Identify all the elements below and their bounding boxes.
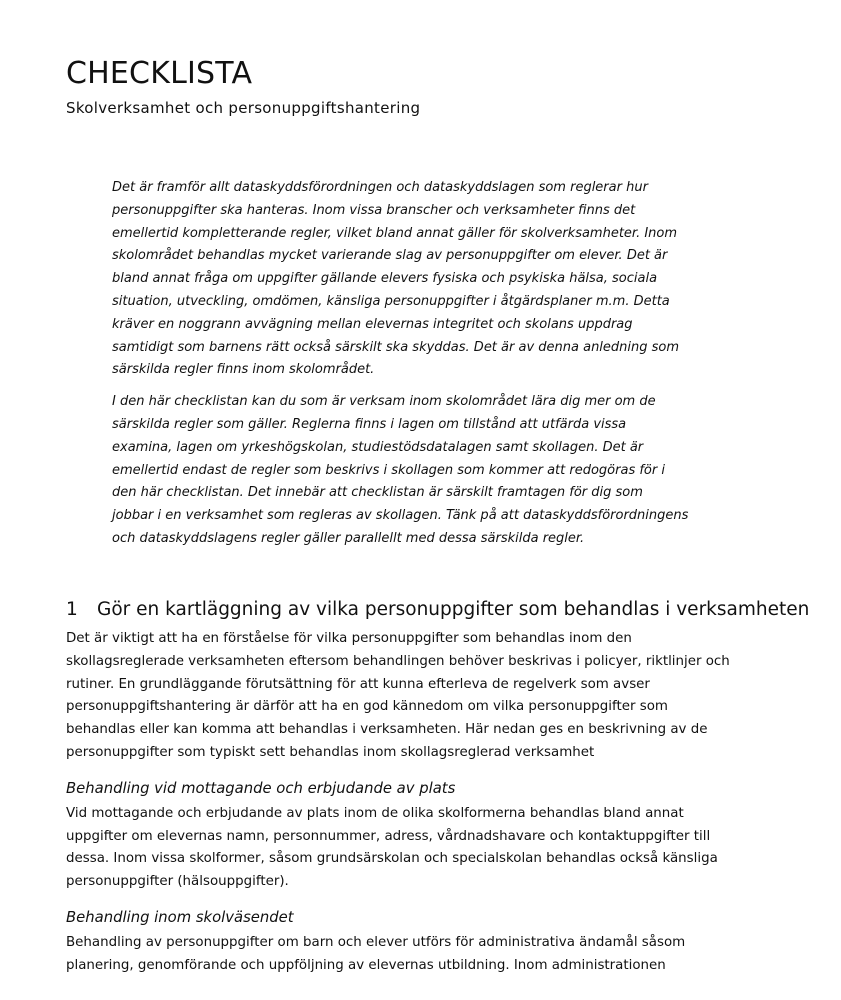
subsection-heading: Behandling inom skolväsendet — [66, 908, 294, 926]
section-1 — [66, 596, 810, 990]
section-body: Det är viktigt att ha en förståelse för vilka personuppgifter som behandlas inom den skollagsreglerade verksamheten eftersom behandlingen behöver beskrivas i policyer, riktlinjer och rutiner. En grundläggande förutsättning för att kunna efterleva de regelverk som avser personuppgiftshantering är därför att ha en god kännedom om vilka personuppgifter som behandlas eller kan komma att behandlas i verksamheten. Här nedan ges en beskrivning av de personuppgifter som typiskt sett behandlas inom skollagsreglerad verksamhet — [66, 631, 730, 760]
subsection-body: Behandling av personuppgifter om barn och elever utförs för administrativa ändamål såsom planering, genomförande och uppföljning av elevernas utbildning. Inom administrationen — [66, 934, 686, 973]
subsection-body: Vid mottagande och erbjudande av plats inom de olika skolformerna behandlas bland annat uppgifter om elevernas namn, personnummer, adress, vårdnadshavare och kontaktuppgifter till dessa. Inom vissa skolformer, såsom grundsärskolan och specialskolan behandlas också känsliga personuppgifter (hälsouppgifter). — [66, 805, 718, 890]
section-heading — [66, 596, 810, 624]
intro-block — [112, 177, 772, 560]
intro-paragraph: Det är framför allt dataskyddsförordningen och dataskyddslagen som reglerar hur personuppgifter ska hanteras. Inom vissa branscher och verksamheter finns det emellertid kompletterande regler, vilket bland annat gäller för skolverksamheter. Inom skolområdet behandlas mycket varierande slag av personuppgifter om elever. Det är bland annat fråga om uppgifter gällande elevers fysiska och psykiska hälsa, sociala situation, utveckling, omdömen, känsliga personuppgifter i åtgärdsplaner m.m. Detta kräver en noggrann avvägning mellan elevernas integritet och skolans uppdrag samtidigt som barnens rätt också särskilt ska skyddas. Det är av denna anledning som särskilda regler finns inom skolområdet. — [112, 180, 680, 378]
section-number: 1 — [66, 599, 78, 620]
subsection-heading: Behandling vid mottagande och erbjudande av plats — [66, 779, 456, 797]
document-title: CHECKLISTA — [66, 56, 253, 91]
intro-paragraph: I den här checklistan kan du som är verksam inom skolområdet lära dig mer om de särskilda regler som gäller. Reglerna finns i lagen om tillstånd att utfärda vissa examina, lagen om yrkeshögskolan, studiestödsdatalagen samt skollagen. Det är emellertid endast de regler som beskrivs i skollagen som kommer att redogöras för i den här checklistan. Det innebär att checklistan är särskilt framtagen för dig som jobbar i en verksamhet som regleras av skollagen. Tänk på att dataskyddsförordningens och dataskyddslagens regler gäller parallellt med dessa särskilda regler. — [112, 394, 689, 546]
document-subtitle: Skolverksamhet och personuppgiftshantering — [66, 99, 421, 117]
section-heading-text: Gör en kartläggning av vilka personuppgifter som behandlas i verksamheten — [97, 599, 810, 620]
